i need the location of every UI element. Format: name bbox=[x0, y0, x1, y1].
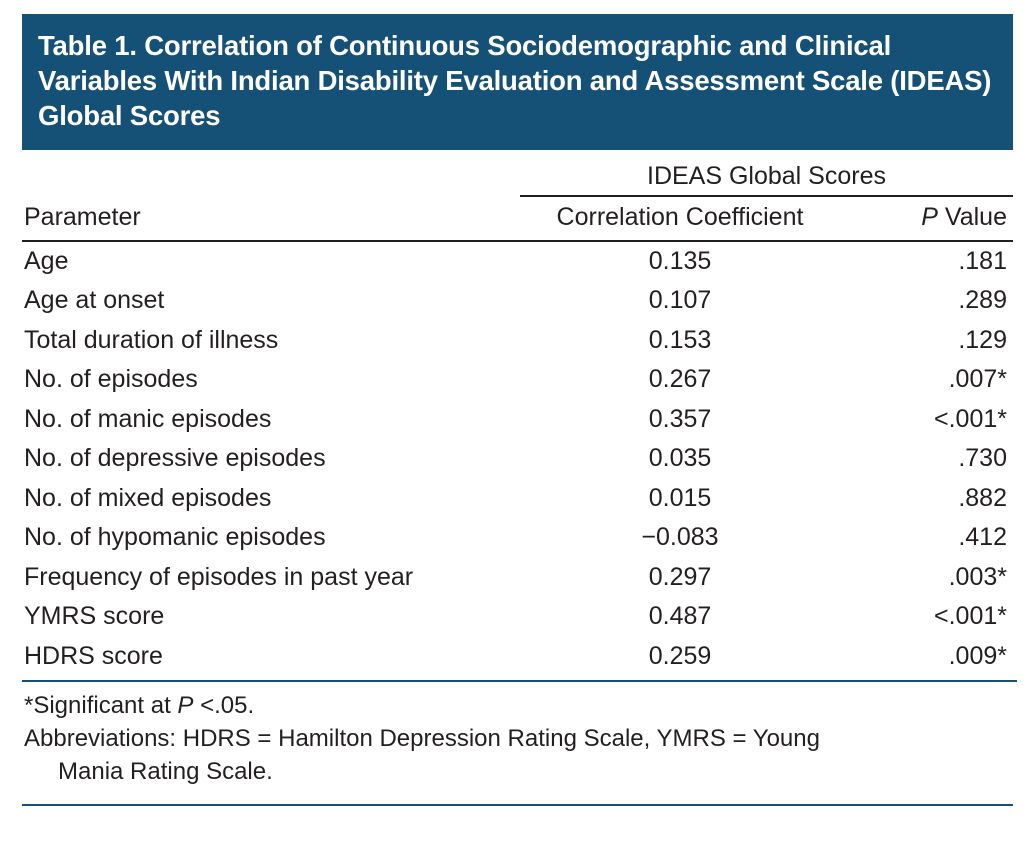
cell-parameter: Total duration of illness bbox=[24, 325, 279, 354]
cell-correlation: 0.107 bbox=[648, 286, 712, 315]
table-row bbox=[22, 321, 1013, 361]
column-header-parameter: Parameter bbox=[22, 196, 520, 241]
table-title: Table 1. Correlation of Continuous Sociodemographic and Clinical Variables With Indian Disability Evaluation and Assessment Scale (IDEAS) Global Scores bbox=[38, 30, 992, 132]
span-header-empty bbox=[22, 156, 520, 196]
cell-pvalue: <.001* bbox=[934, 404, 1007, 433]
table-row bbox=[22, 400, 1013, 440]
cell-parameter: No. of episodes bbox=[24, 365, 198, 394]
span-header-ideas: IDEAS Global Scores bbox=[520, 156, 1013, 196]
span-header-row bbox=[22, 156, 1013, 196]
cell-pvalue: .007* bbox=[948, 365, 1007, 394]
footnote-significance-pre: *Significant at bbox=[24, 692, 178, 720]
table-head bbox=[22, 156, 1013, 241]
cell-parameter: HDRS score bbox=[24, 641, 163, 670]
footer-rule bbox=[22, 804, 1013, 806]
cell-correlation: 0.357 bbox=[648, 404, 712, 433]
table-row bbox=[22, 439, 1013, 479]
table-row bbox=[22, 597, 1013, 637]
table-row bbox=[22, 518, 1013, 558]
cell-correlation: 0.297 bbox=[648, 562, 712, 591]
cell-pvalue: .730 bbox=[958, 444, 1007, 473]
cell-parameter: Age at onset bbox=[24, 286, 165, 315]
cell-pvalue: .412 bbox=[958, 523, 1007, 552]
cell-pvalue: .003* bbox=[948, 562, 1007, 591]
cell-correlation: −0.083 bbox=[641, 523, 719, 552]
cell-pvalue: .882 bbox=[958, 483, 1007, 512]
table-row bbox=[22, 558, 1013, 598]
table-container bbox=[0, 14, 1035, 806]
cell-pvalue: .289 bbox=[958, 286, 1007, 315]
cell-parameter: Age bbox=[24, 246, 69, 275]
cell-correlation: 0.135 bbox=[648, 246, 712, 275]
footnote-significance bbox=[24, 690, 1013, 723]
table-body bbox=[22, 241, 1013, 681]
cell-parameter: YMRS score bbox=[24, 602, 165, 631]
column-header-row bbox=[22, 196, 1013, 241]
pvalue-p-italic: P bbox=[921, 202, 938, 231]
cell-correlation: 0.153 bbox=[648, 325, 712, 354]
cell-correlation: 0.015 bbox=[648, 483, 712, 512]
cell-parameter: No. of depressive episodes bbox=[24, 444, 326, 473]
cell-pvalue: <.001* bbox=[934, 602, 1007, 631]
column-header-pvalue bbox=[840, 196, 1013, 241]
cell-pvalue: .181 bbox=[958, 246, 1007, 275]
cell-parameter: No. of hypomanic episodes bbox=[24, 523, 326, 552]
footnote-abbreviations-line2: Mania Rating Scale. bbox=[58, 758, 273, 786]
cell-pvalue: .009* bbox=[948, 641, 1007, 670]
table-row bbox=[22, 360, 1013, 400]
pvalue-value-word: Value bbox=[944, 202, 1007, 231]
footnote-significance-post: <.05. bbox=[193, 692, 255, 720]
correlation-table bbox=[22, 156, 1013, 681]
cell-pvalue: .129 bbox=[958, 325, 1007, 354]
table-row bbox=[22, 637, 1013, 681]
table-row bbox=[22, 281, 1013, 321]
cell-correlation: 0.267 bbox=[648, 365, 712, 394]
cell-correlation: 0.487 bbox=[648, 602, 712, 631]
table-row bbox=[22, 241, 1013, 282]
footnote-significance-p: P bbox=[177, 692, 194, 720]
table-footnotes bbox=[22, 682, 1013, 790]
column-header-correlation: Correlation Coefficient bbox=[520, 196, 840, 241]
footnote-abbreviations-line1: Abbreviations: HDRS = Hamilton Depression Rating Scale, YMRS = Young bbox=[24, 725, 820, 753]
cell-parameter: Frequency of episodes in past year bbox=[24, 562, 414, 591]
table-row bbox=[22, 479, 1013, 519]
table-title-bar bbox=[22, 14, 1013, 150]
cell-correlation: 0.259 bbox=[648, 641, 712, 670]
cell-parameter: No. of manic episodes bbox=[24, 404, 272, 433]
cell-correlation: 0.035 bbox=[648, 444, 712, 473]
cell-parameter: No. of mixed episodes bbox=[24, 483, 272, 512]
